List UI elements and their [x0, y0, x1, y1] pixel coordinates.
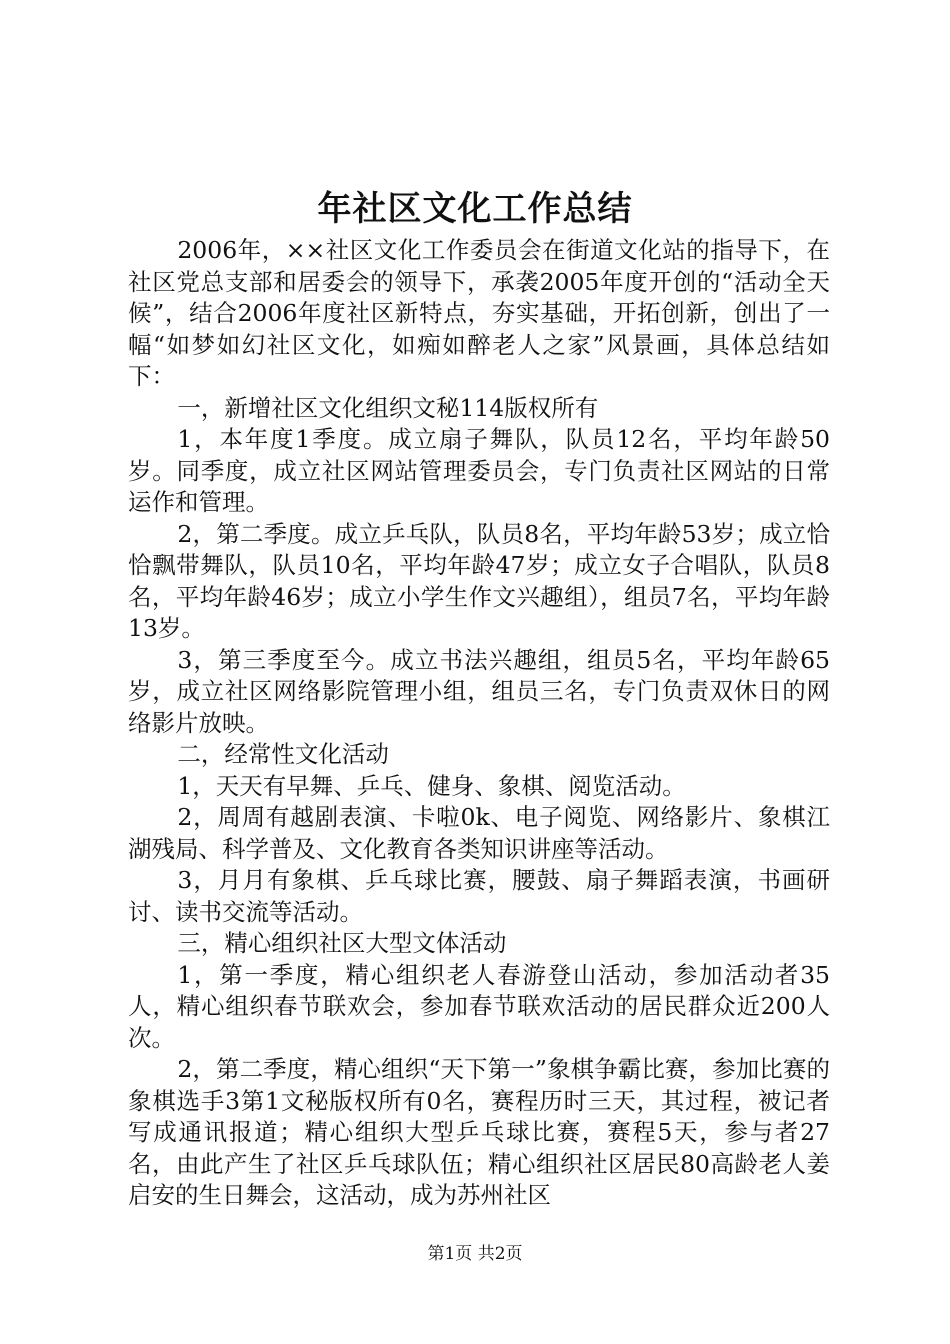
list-item: 1，第一季度，精心组织老人春游登山活动，参加活动者35人，精心组织春节联欢会，参加春节联欢活动的居民群众近200人次。 — [128, 960, 830, 1052]
section-heading-3: 三，精心组织社区大型文体活动 — [177, 929, 507, 957]
list-item: 2，周周有越剧表演、卡啦0k、电子阅览、网络影片、象棋江湖残局、科学普及、文化教育各类知识讲座等活动。 — [128, 803, 830, 863]
page-number-footer: 第1页 共2页 — [427, 1244, 523, 1264]
section-heading-2: 二，经常性文化活动 — [177, 740, 389, 768]
list-item: 1，天天有早舞、乒乓、健身、象棋、阅览活动。 — [177, 771, 686, 800]
section-heading-1: 一，新增社区文化组织文秘114版权所有 — [177, 393, 599, 422]
intro-paragraph: 2006年，××社区文化工作委员会在街道文化站的指导下，在社区党总支部和居委会的领导下，承袭2005年度开创的“活动全天候”，结合2006年度社区新特点，夯实基础，开拓创新，创出了一幅“如梦如幻社区文化，如痴如醉老人之家”风景画，具体总结如下： — [128, 236, 830, 390]
list-item: 1，本年度1季度。成立扇子舞队，队员12名，平均年龄50岁。同季度，成立社区网站管理委员会，专门负责社区网站的日常运作和管理。 — [128, 425, 830, 516]
document-title: 年社区文化工作总结 — [317, 189, 633, 229]
list-item: 2，第二季度。成立乒乓队，队员8名，平均年龄53岁；成立恰恰飘带舞队，队员10名，平均年龄47岁；成立女子合唱队，队员8名，平均年龄46岁；成立小学生作文兴趣组），组员7名，平均年龄13岁。 — [128, 519, 830, 642]
document-body — [128, 235, 830, 1212]
list-item: 3，月月有象棋、乒乓球比赛，腰鼓、扇子舞蹈表演，书画研讨、读书交流等活动。 — [128, 866, 830, 926]
list-item: 3，第三季度至今。成立书法兴趣组，组员5名，平均年龄65岁，成立社区网络影院管理小组，组员三名，专门负责双休日的网络影片放映。 — [128, 645, 830, 737]
list-item: 2，第二季度，精心组织“天下第一”象棋争霸比赛，参加比赛的象棋选手3第1文秘版权所有0名，赛程历时三天，其过程，被记者写成通讯报道；精心组织大型乒乓球比赛，赛程5天，参与者27名，由此产生了社区乒乓球队伍；精心组织社区居民80高龄老人姜启安的生日舞会，这活动，成为苏州社区 — [128, 1055, 830, 1209]
